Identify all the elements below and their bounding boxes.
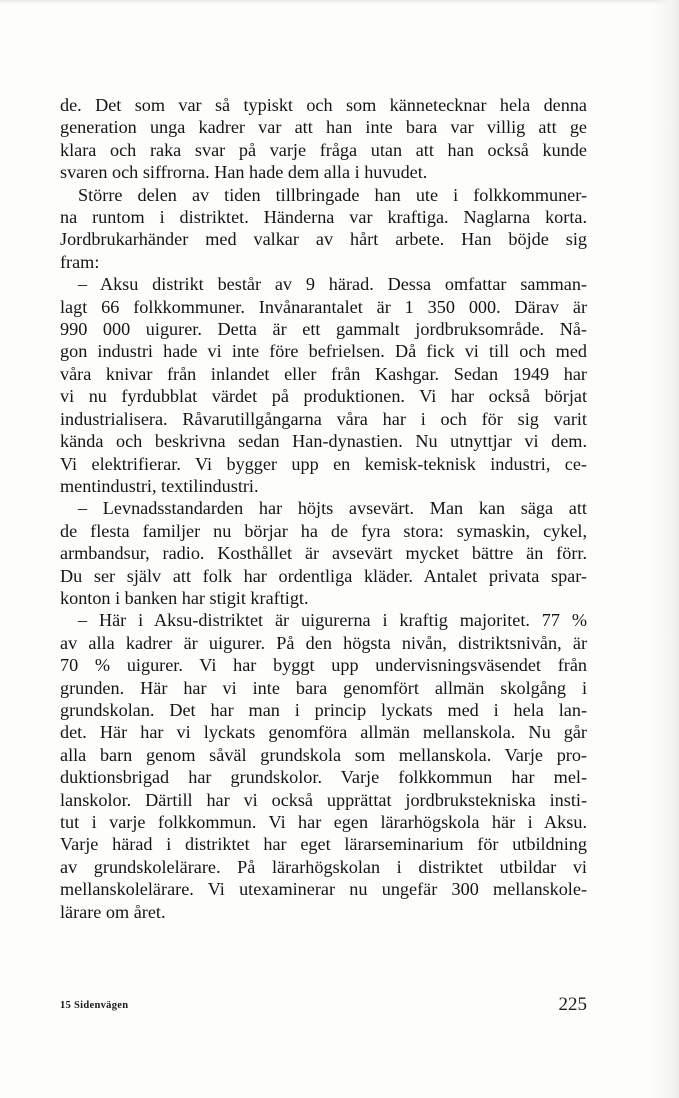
text-line: mentindustri, textilindustri. — [60, 475, 259, 496]
text-line: lanskolor. Därtill har vi också upprättat jordbrukstekniska insti- — [60, 789, 587, 810]
text-line: alla barn genom såväl grundskola som mellanskola. Varje pro- — [60, 744, 587, 765]
text-line: 990 000 uigurer. Detta är ett gammalt jordbruksområde. Nå- — [60, 319, 587, 340]
text-line: tut i varje folkkommun. Vi har egen lärarhögskola här i Aksu. — [60, 812, 587, 832]
text-line: av alla kadrer är uigurer. På den högsta nivån, distriktsnivån, är — [60, 632, 587, 653]
text-line: kända och beskrivna sedan Han-dynastien. Nu utnyttjar vi dem. — [60, 431, 587, 452]
text-line: svaren och siffrorna. Han hade dem alla i huvudet. — [60, 162, 428, 183]
text-line: de. Det som var så typiskt och som kännetecknar hela denna — [60, 95, 587, 115]
page-number: 225 — [558, 994, 587, 1015]
text-line: vi nu fyrdubblat värdet på produktionen. Vi har också börjat — [60, 386, 587, 407]
text-line: de flesta familjer nu börjar ha de fyra stora: symaskin, cykel, — [60, 520, 587, 541]
text-line: – Här i Aksu-distriktet är uigurerna i kraftig majoritet. 77 % — [78, 610, 587, 631]
text-line: generation unga kadrer var att han inte bara var villig att ge — [60, 117, 587, 138]
text-line: grunden. Här har vi inte bara genomfört allmän skolgång i — [60, 677, 587, 698]
text-line: fram: — [60, 251, 100, 272]
text-line: armbandsur, radio. Kosthållet är avsevärt mycket bättre än förr. — [60, 543, 587, 564]
text-line: – Levnadsstandarden har höjts avsevärt. Man kan säga att — [78, 498, 587, 519]
page-right-edge-shadow — [651, 0, 679, 1098]
text-line: konton i banken har stigit kraftigt. — [60, 587, 309, 608]
text-line: mellanskolelärare. Vi utexaminerar nu ungefär 300 mellanskole- — [60, 879, 587, 900]
text-line: våra knivar från inlandet eller från Kashgar. Sedan 1949 har — [60, 363, 587, 384]
text-line: Jordbrukarhänder med valkar av hårt arbete. Han böjde sig — [60, 229, 587, 250]
text-line: gon industri hade vi inte före befrielsen. Då fick vi till och med — [60, 341, 587, 362]
text-line: det. Här har vi lyckats genomföra allmän mellanskola. Nu går — [60, 722, 587, 743]
text-line: duktionsbrigad har grundskolor. Varje folkkommun har mel- — [60, 767, 587, 788]
text-line: na runtom i distriktet. Händerna var kraftiga. Naglarna korta. — [60, 207, 587, 228]
text-line: – Aksu distrikt består av 9 härad. Dessa omfattar samman- — [78, 274, 587, 295]
page-top-edge-shadow — [0, 0, 679, 4]
text-line: klara och raka svar på varje fråga utan att han också kunde — [60, 139, 587, 160]
text-line: lagt 66 folkkommuner. Invånarantalet är 1 350 000. Därav är — [60, 296, 587, 317]
text-line: av grundskolelärare. På lärarhögskolan i distriktet utbildar vi — [60, 856, 587, 877]
text-line: Du ser själv att folk har ordentliga kläder. Antalet privata spar- — [60, 565, 587, 586]
text-line: 70 % uigurer. Vi har byggt upp undervisningsväsendet från — [60, 655, 587, 676]
signature-mark: 15 Sidenvägen — [60, 1000, 129, 1011]
text-line: grundskolan. Det har man i princip lyckats med i hela lan- — [60, 699, 587, 720]
body-text — [60, 94, 587, 923]
text-line: industrialisera. Råvarutillgångarna våra har i och för sig varit — [60, 408, 587, 429]
text-line: Varje härad i distriktet har eget lärarseminarium för utbildning — [60, 834, 587, 855]
text-line: Vi elektrifierar. Vi bygger upp en kemisk-teknisk industri, ce- — [60, 453, 587, 474]
page-footer — [60, 992, 587, 1020]
text-line: lärare om året. — [60, 901, 166, 922]
text-line: Större delen av tiden tillbringade han ute i folkkommuner- — [78, 184, 587, 205]
